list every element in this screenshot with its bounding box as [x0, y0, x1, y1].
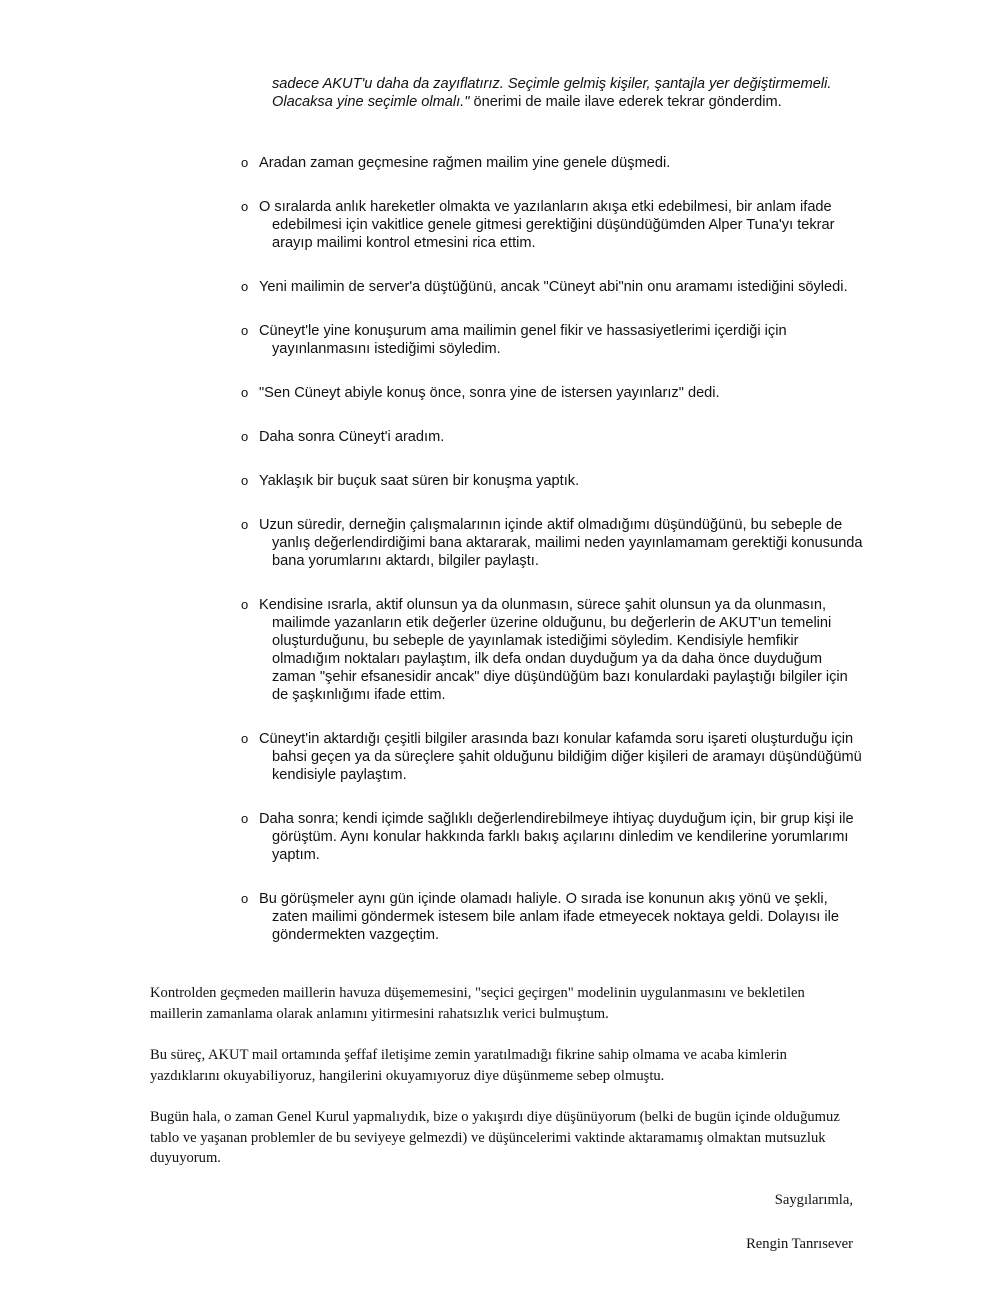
list-item [241, 596, 865, 704]
list-item-text: Cüneyt'in aktardığı çeşitli bilgiler arasında bazı konular kafamda soru işareti oluşturduğu için bahsi geçen ya da süreçlere şahit olduğunu bildiğim diğer kişileri de aramayı düşündüğümü kendisiyle paylaştım. [259, 731, 862, 783]
list-item-text: Bu görüşmeler aynı gün içinde olamadı haliyle. O sırada ise konunun akış yönü ve şekli, zaten mailimi göndermek istesem bile anlam ifade etmeyecek noktaya geldi. Dolayısı ile göndermekten vazgeçtim. [259, 891, 839, 943]
list-item [241, 278, 865, 296]
list-item [241, 516, 865, 570]
body-paragraph: Bu süreç, AKUT mail ortamında şeffaf iletişime zemin yaratılmadığı fikrine sahip olmama ve acaba kimlerin yazdıklarını okuyabiliyoruz, hangilerini okuyamıyoruz diye düşünmeme sebep olmuştu. [150, 1047, 787, 1084]
bullet-marker: o [241, 597, 249, 612]
list-item-text: Uzun süredir, derneğin çalışmalarının içinde aktif olmadığımı düşündüğünü, bu sebeple de yanlış değerlendirdiğimi bana aktararak, mailimi neden yayınlamamam gerektiği konusunda bana yorumlarını aktardı, bilgiler paylaştı. [259, 517, 863, 569]
list-item-text: Aradan zaman geçmesine rağmen mailim yine genele düşmedi. [259, 155, 671, 171]
list-item [241, 322, 865, 358]
bullet-marker: o [241, 279, 249, 294]
bullet-marker: o [241, 155, 249, 170]
bullet-marker: o [241, 385, 249, 400]
continuation-text: önerimi de maile ilave ederek tekrar gönderdim. [469, 94, 782, 110]
list-item-text: O sıralarda anlık hareketler olmakta ve yazılanların akışa etki edebilmesi, bir anlam ifade edebilmesi için vakitlice genele gitmesi gerektiğini düşündüğümden Alper Tuna'yı tekrar arayıp mailimi kontrol etmesini rica ettim. [259, 199, 835, 251]
body-paragraph: Bugün hala, o zaman Genel Kurul yapmalıydık, bize o yakışırdı diye düşünüyorum (belki de bugün içinde olduğumuz tablo ve yaşanan problemler de bu seviyeye gelmezdi) ve düşüncelerimi vaktinde aktaramamış olmaktan mutsuzluk duyuyorum. [150, 1109, 840, 1166]
list-item [241, 472, 865, 490]
bullet-marker: o [241, 473, 249, 488]
list-item [241, 384, 865, 402]
list-item-text: Daha sonra Cüneyt'i aradım. [259, 429, 445, 445]
bullet-marker: o [241, 811, 249, 826]
list-item [241, 890, 865, 944]
bullet-marker: o [241, 731, 249, 746]
list-item-text: Daha sonra; kendi içimde sağlıklı değerlendirebilmeye ihtiyaç duyduğum için, bir grup kişi ile görüştüm. Aynı konular hakkında farklı bakış açılarını dinledim ve kendilerine yorumlarımı yaptım. [259, 811, 854, 863]
list-item [241, 154, 865, 172]
list-item [241, 198, 865, 252]
closing-salutation: Saygılarımla, [774, 1192, 853, 1208]
list-item-text: Cüneyt'le yine konuşurum ama mailimin genel fikir ve hassasiyetlerimi içerdiği için yayınlanmasını istediğimi söyledim. [259, 323, 787, 357]
list-item-text: Yeni mailimin de server'a düştüğünü, ancak "Cüneyt abi"nin onu aramamı istediğini söyledi. [259, 279, 848, 295]
quoted-proposal-text: sadece AKUT'u daha da zayıflatırız. Seçimle gelmiş kişiler, şantajla yer değiştirmemeli. Olacaksa yine seçimle olmalı." [272, 76, 832, 110]
bullet-list [241, 154, 865, 944]
signature-name: Rengin Tanrısever [746, 1236, 853, 1252]
bullet-marker: o [241, 429, 249, 444]
bullet-marker: o [241, 891, 249, 906]
list-item-text: "Sen Cüneyt abiyle konuş önce, sonra yine de istersen yayınlarız" dedi. [259, 385, 720, 401]
bullet-marker: o [241, 517, 249, 532]
list-item [241, 428, 865, 446]
list-item-text: Yaklaşık bir buçuk saat süren bir konuşma yaptık. [259, 473, 580, 489]
continued-paragraph [272, 75, 862, 111]
list-item-text: Kendisine ısrarla, aktif olunsun ya da olunmasın, sürece şahit olunsun ya da olunmasın, mailimde yazanların etik değerler üzerine olduğunu, bu değerlerin de AKUT'un temelini oluşturduğunu, bu sebeple de yayınlamak istediğimi söyledim. Kendisiyle hemfikir olmadığım noktaları paylaştım, ilk defa ondan duyduğum ya da daha önce duyduğum zaman "şehir efsanesidir ancak" diye düşündüğüm bazı konulardaki paylaştığı bilgiler için de şaşkınlığımı ifade ettim. [259, 597, 848, 703]
bullet-marker: o [241, 323, 249, 338]
bullet-marker: o [241, 199, 249, 214]
list-item [241, 810, 865, 864]
body-paragraph: Kontrolden geçmeden maillerin havuza düşememesini, "seçici geçirgen" modelinin uygulanmasını ve bekletilen maillerin zamanlama olarak anlamını yitirmesini rahatsızlık verici bulmuştum. [150, 985, 805, 1022]
list-item [241, 730, 865, 784]
